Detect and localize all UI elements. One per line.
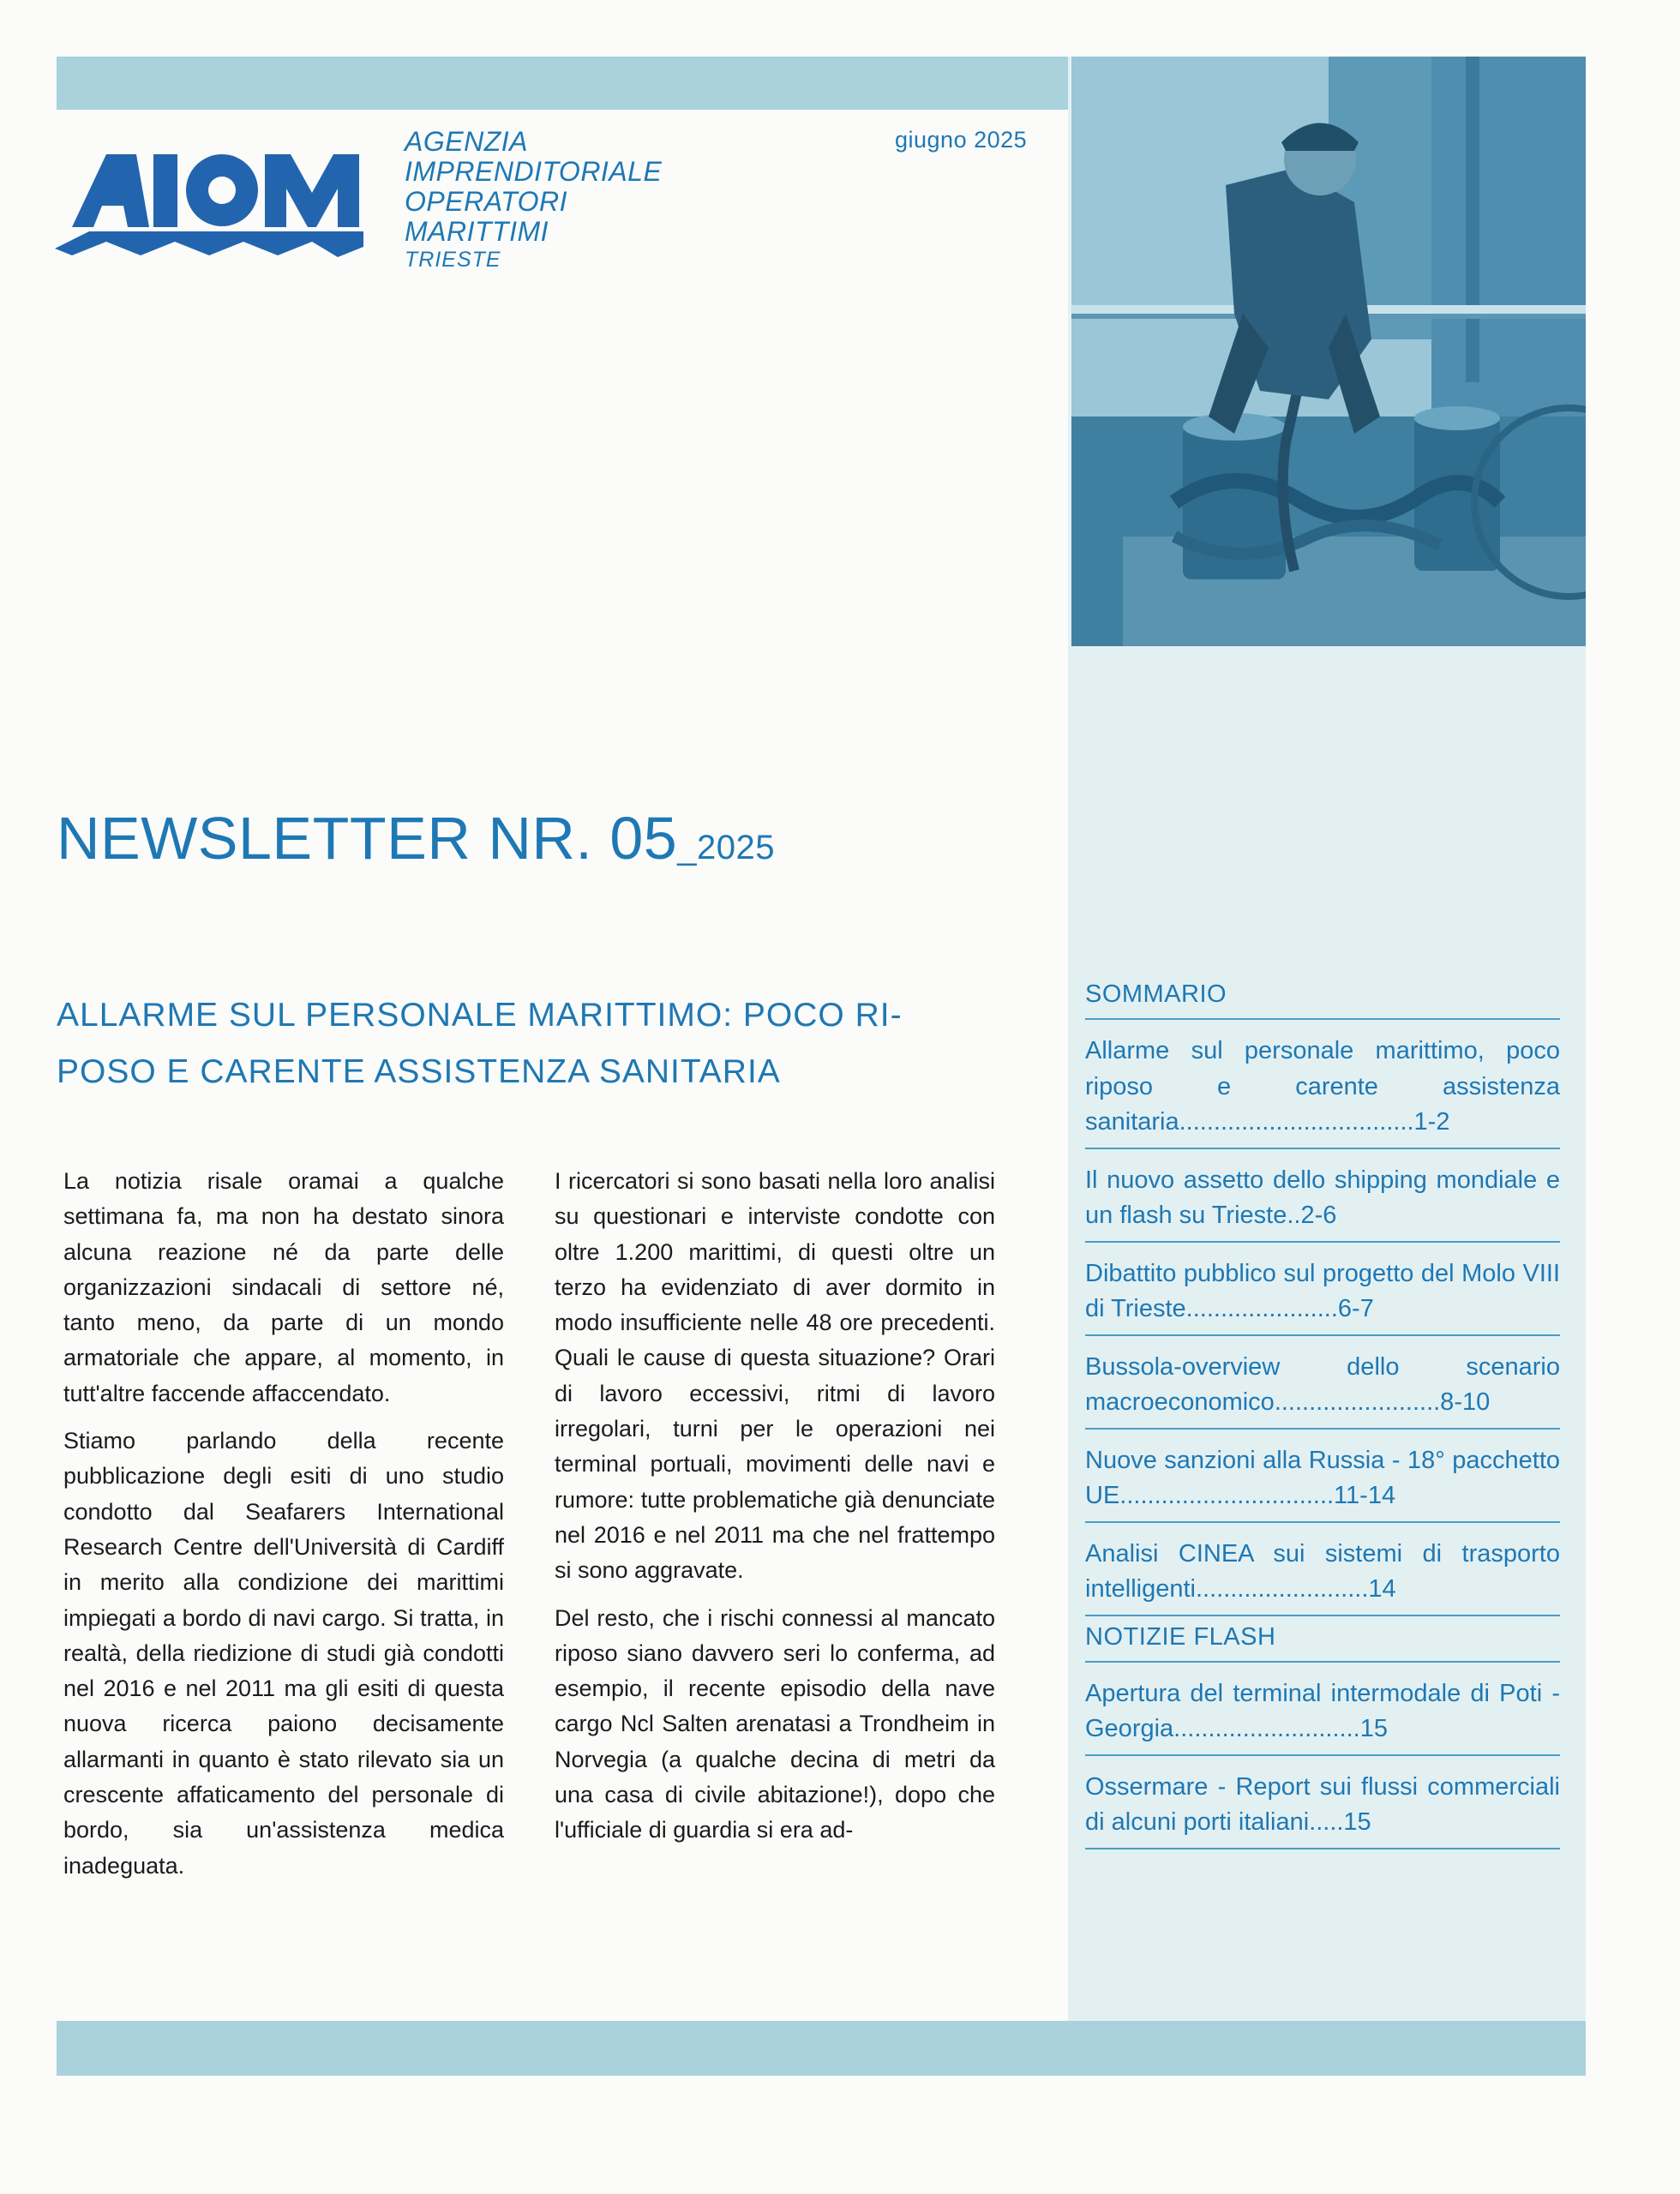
table-of-contents xyxy=(1085,974,1560,1849)
cover-photo-sailor-mooring xyxy=(1071,57,1586,646)
aiom-logo-mark xyxy=(55,146,363,257)
bottom-band xyxy=(57,2021,1586,2076)
agency-line: MARITTIMI xyxy=(405,216,549,247)
headline-line: ALLARME SUL PERSONALE MARITTIMO: POCO RI- xyxy=(57,997,903,1034)
newsletter-number: NEWSLETTER NR. 05 xyxy=(57,805,678,872)
summary-item[interactable]: Analisi CINEA sui sistemi di trasporto intelligenti.........................14 xyxy=(1085,1523,1560,1616)
agency-city: TRIESTE xyxy=(405,248,501,272)
summary-item[interactable]: Nuove sanzioni alla Russia - 18° pacchetto UE...............................11-14 xyxy=(1085,1430,1560,1523)
summary-item[interactable]: Allarme sul personale marittimo, poco riposo e carente assistenza sanitaria..................................1-2 xyxy=(1085,1020,1560,1149)
summary-item[interactable]: Bussola-overview dello scenario macroeconomico........................8-10 xyxy=(1085,1336,1560,1430)
newsletter-year: _2025 xyxy=(677,829,775,866)
article-paragraph: Del resto, che i rischi connessi al mancato riposo siano davvero seri lo conferma, ad esempio, il recente episodio della nave cargo Ncl Salten arenatasi a Trondheim in Norvegia (a qualche decina di metri da una casa di civile abitazione!), dopo che l'ufficiale di guardia si era ad- xyxy=(555,1604,995,1843)
article-paragraph: Stiamo parlando della recente pubblicazione degli esiti di uno studio condotto dal Seafarers International Research Centre dell'Università di Cardiff in merito alla condizione dei marittimi impiegati a bordo di navi cargo. Si tratta, in realtà, della riedizione di studi già condotti nel 2016 e nel 2011 ma gli esiti di questa nuova ricerca paiono decisamente allarmanti in quanto è stato rilevato sia un crescente affaticamento del personale di bordo, sia un'assistenza medica inadeguata. xyxy=(63,1428,504,1879)
article-column-2 xyxy=(555,1164,995,1861)
headline-line: POSO E CARENTE ASSISTENZA SANITARIA xyxy=(57,1053,781,1090)
aiom-logo xyxy=(55,146,363,257)
agency-line: IMPRENDITORIALE xyxy=(405,156,663,187)
flash-news-item[interactable]: Apertura del terminal intermodale di Poti - Georgia...........................15 xyxy=(1085,1663,1560,1756)
article-paragraph: La notizia risale oramai a qualche settimana fa, ma non ha destato sinora alcuna reazione né da parte delle organizzazioni sindacali di settore né, tanto meno, da parte di un mondo armatoriale che appare, al momento, in tutt'altre faccende affaccendato. xyxy=(63,1168,504,1406)
article-paragraph: I ricercatori si sono basati nella loro analisi su questionari e interviste condotte con oltre 1.200 marittimi, di questi oltre un terzo ha evidenziato di aver dormito in modo insufficiente nelle 48 ore precedenti. Quali le cause di questa situazione? Orari di lavoro eccessivi, ritmi di lavoro irregolari, turni per le operazioni nei terminal portuali, movimenti delle navi e rumore: tutte problematiche già denunciate nel 2016 e nel 2011 ma che nel frattempo si sono aggravate. xyxy=(555,1168,995,1584)
agency-name xyxy=(405,127,662,273)
cover-photo-illustration xyxy=(1071,57,1586,646)
flash-news-heading: NOTIZIE FLASH xyxy=(1085,1616,1560,1663)
agency-line: AGENZIA xyxy=(405,126,528,157)
issue-date: giugno 2025 xyxy=(895,127,1028,153)
summary-item[interactable]: Il nuovo assetto dello shipping mondiale e un flash su Trieste..2-6 xyxy=(1085,1149,1560,1243)
article-column-1 xyxy=(63,1164,504,1896)
article-headline xyxy=(57,987,982,1100)
summary-item[interactable]: Dibattito pubblico sul progetto del Molo VIII di Trieste......................6-7 xyxy=(1085,1243,1560,1336)
top-band xyxy=(57,57,1068,110)
newsletter-title xyxy=(57,804,775,882)
flash-news-item[interactable]: Ossermare - Report sui flussi commerciali di alcuni porti italiani.....15 xyxy=(1085,1756,1560,1849)
summary-heading: SOMMARIO xyxy=(1085,974,1560,1020)
agency-line: OPERATORI xyxy=(405,186,568,217)
